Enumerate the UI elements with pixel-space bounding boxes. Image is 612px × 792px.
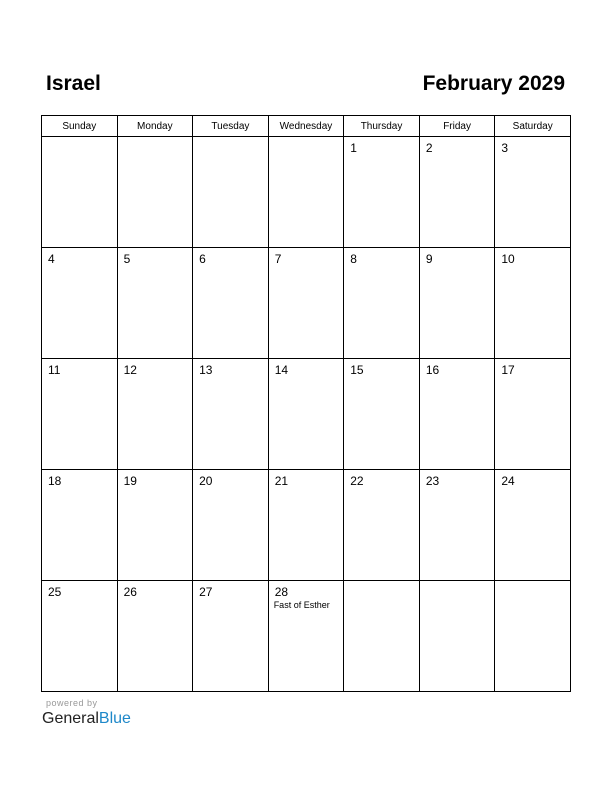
day-cell xyxy=(117,470,193,581)
day-cell xyxy=(268,137,344,248)
day-number: 19 xyxy=(123,474,137,488)
day-cell xyxy=(193,581,269,692)
day-number: 17 xyxy=(501,363,515,377)
day-cell xyxy=(193,137,269,248)
day-cell xyxy=(419,359,495,470)
day-number: 28 xyxy=(274,585,289,599)
day-cell xyxy=(193,248,269,359)
weekday-header: Monday xyxy=(117,116,193,137)
day-number xyxy=(420,581,495,585)
day-cell xyxy=(42,248,118,359)
day-cell xyxy=(42,137,118,248)
day-cell xyxy=(268,248,344,359)
powered-by-text: powered by xyxy=(46,698,98,708)
week-row xyxy=(42,359,571,470)
day-cell xyxy=(42,359,118,470)
day-number: 6 xyxy=(199,252,206,266)
country-title: Israel xyxy=(46,72,101,95)
day-number: 4 xyxy=(48,252,55,266)
day-number: 7 xyxy=(274,252,282,266)
week-row xyxy=(42,470,571,581)
day-number: 15 xyxy=(350,363,364,377)
day-number: 18 xyxy=(48,474,62,488)
day-number: 14 xyxy=(274,363,289,377)
day-number: 1 xyxy=(350,141,357,155)
day-number: 11 xyxy=(48,363,61,377)
generalblue-logo[interactable] xyxy=(42,709,131,729)
day-cell xyxy=(419,137,495,248)
day-cell xyxy=(495,137,571,248)
week-row xyxy=(42,581,571,692)
day-cell xyxy=(193,359,269,470)
day-cell xyxy=(117,137,193,248)
day-cell xyxy=(419,581,495,692)
month-year-title: February 2029 xyxy=(422,72,565,95)
day-cell xyxy=(344,248,420,359)
calendar-grid xyxy=(41,115,571,692)
weekday-header: Saturday xyxy=(495,116,571,137)
day-number: 26 xyxy=(123,585,137,599)
day-number: 23 xyxy=(425,474,440,488)
day-cell xyxy=(268,581,344,692)
day-number xyxy=(118,137,193,141)
day-number: 25 xyxy=(48,585,62,599)
day-cell xyxy=(117,359,193,470)
day-cell xyxy=(344,581,420,692)
day-cell xyxy=(117,581,193,692)
day-cell xyxy=(117,248,193,359)
week-row xyxy=(42,137,571,248)
day-cell xyxy=(344,470,420,581)
day-number xyxy=(344,581,419,585)
holiday-label: Fast of Esther xyxy=(273,600,330,610)
day-number xyxy=(42,137,117,141)
day-number: 8 xyxy=(350,252,357,266)
weekday-header: Thursday xyxy=(344,116,420,137)
day-number: 22 xyxy=(350,474,364,488)
weekday-header-row xyxy=(42,116,571,137)
day-number: 27 xyxy=(199,585,213,599)
day-cell xyxy=(495,359,571,470)
day-number: 12 xyxy=(123,363,137,377)
day-number: 21 xyxy=(274,474,289,488)
day-cell xyxy=(344,359,420,470)
week-row xyxy=(42,248,571,359)
weekday-header: Tuesday xyxy=(193,116,269,137)
logo-text-general: General xyxy=(42,710,99,727)
day-number xyxy=(495,581,570,585)
day-number: 13 xyxy=(199,363,213,377)
day-cell xyxy=(495,470,571,581)
day-cell xyxy=(268,470,344,581)
day-cell xyxy=(42,581,118,692)
day-cell xyxy=(193,470,269,581)
weekday-header: Wednesday xyxy=(268,116,344,137)
day-number: 10 xyxy=(501,252,515,266)
day-number: 5 xyxy=(123,252,131,266)
day-number xyxy=(193,137,268,141)
day-number: 3 xyxy=(501,141,509,155)
day-cell xyxy=(419,248,495,359)
day-number: 2 xyxy=(425,141,433,155)
day-number: 9 xyxy=(425,252,433,266)
logo-text-blue: Blue xyxy=(98,710,131,727)
day-number: 24 xyxy=(501,474,515,488)
day-cell xyxy=(344,137,420,248)
weekday-header: Friday xyxy=(419,116,495,137)
day-number: 16 xyxy=(425,363,440,377)
weekday-header: Sunday xyxy=(42,116,118,137)
day-number xyxy=(269,137,344,141)
day-cell xyxy=(268,359,344,470)
day-cell xyxy=(419,470,495,581)
day-cell xyxy=(495,248,571,359)
day-cell xyxy=(42,470,118,581)
day-cell xyxy=(495,581,571,692)
day-number: 20 xyxy=(199,474,213,488)
